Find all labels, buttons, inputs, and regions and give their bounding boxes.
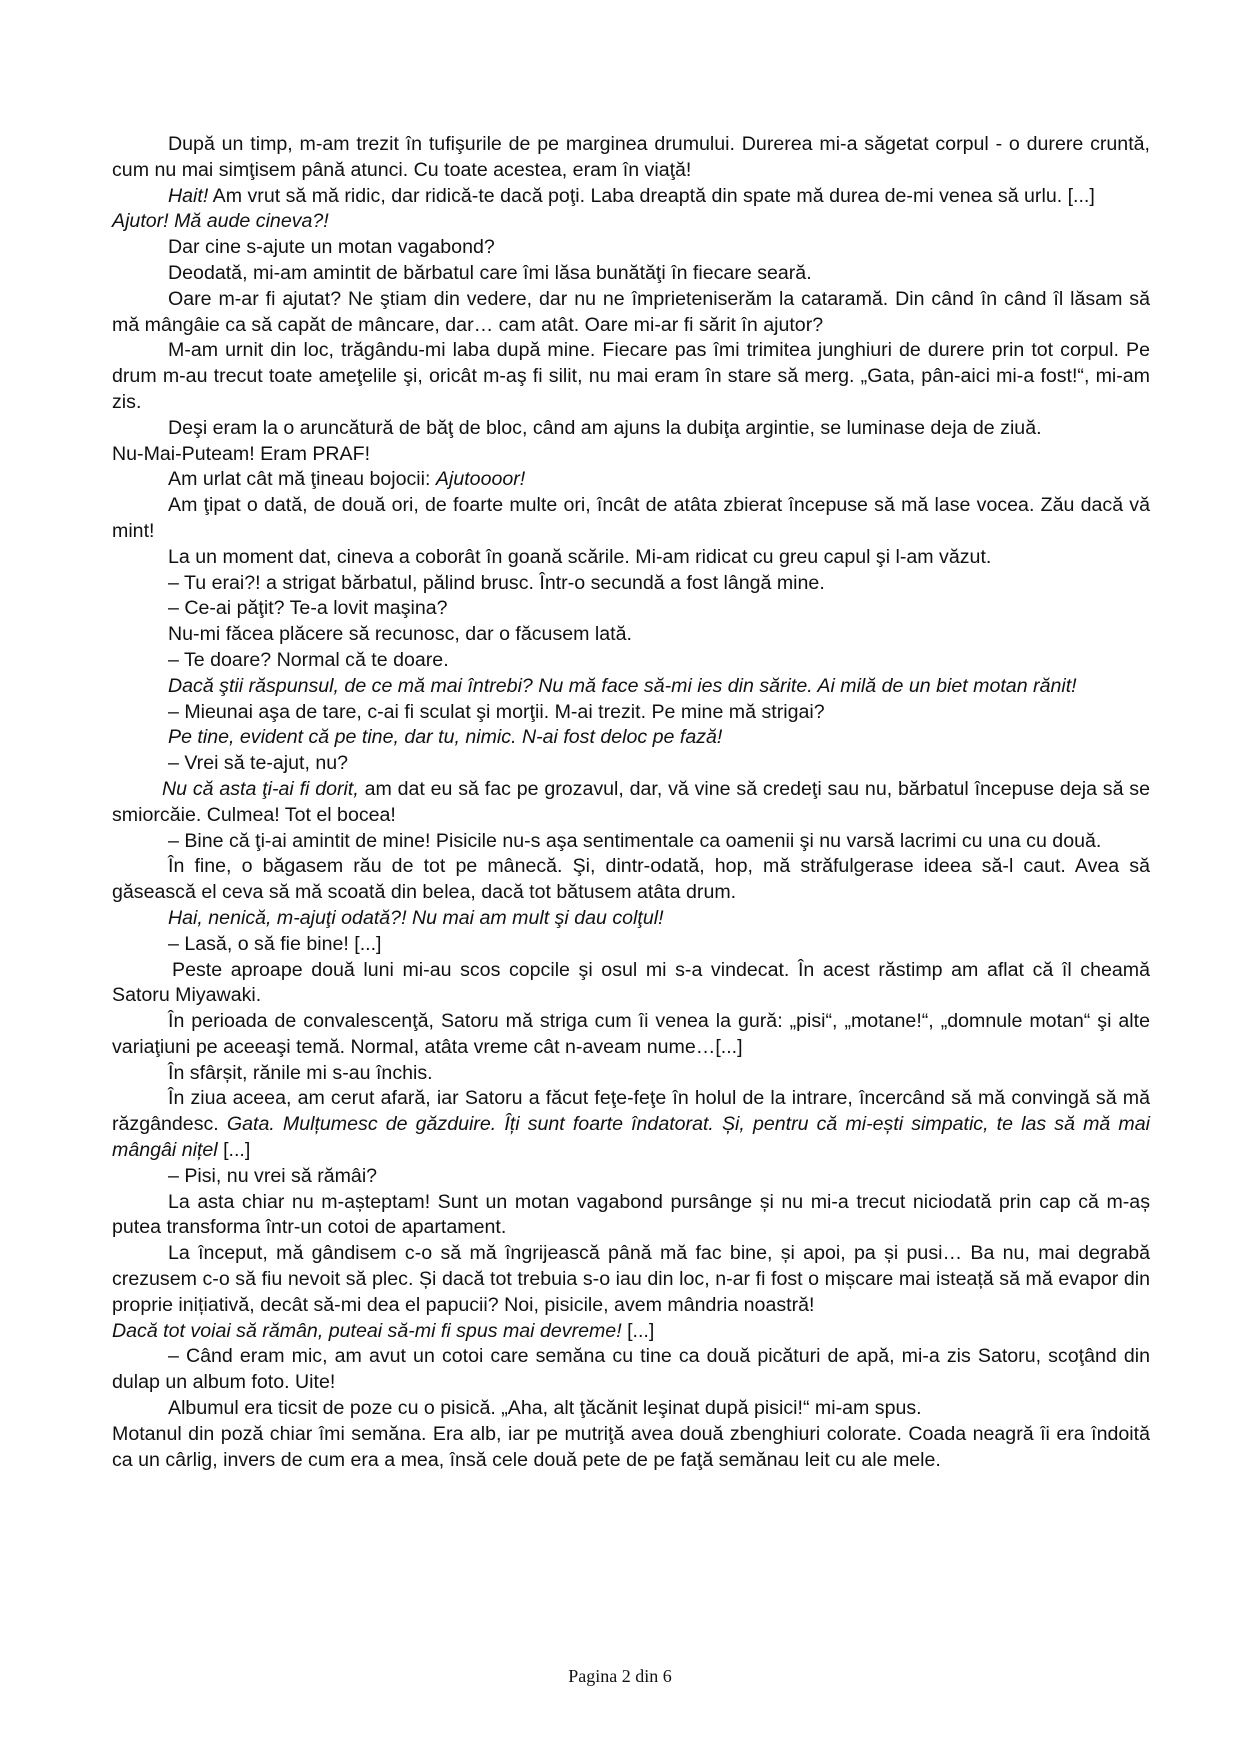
paragraph-20: – Vrei să te-ajut, nu?	[168, 752, 349, 775]
paragraph-22: – Bine că ţi-ai amintit de mine! Pisicile nu-s aşa sentimentale ca oamenii şi nu varsă lacrimi cu una cu două.	[168, 829, 1102, 852]
paragraph-8: Deşi eram la o aruncătură de băţ de bloc, când am ajuns la dubiţa argintie, se luminase deja de ziuă.	[168, 416, 1042, 439]
document-body	[112, 132, 1150, 1473]
paragraph-32: La început, mă gândisem c-o să mă îngrijească până mă fac bine, și apoi, pa și pusi… Ba nu, mai degrabă crezusem c-o să fiu nevoit să plec. Și dacă tot trebuia s-o iau din loc, n-ar fi fost o mișcare mai isteață să mă evapor din proprie inițiativă, decât să-mi dea el papucii? Noi, pisicile, avem mândria noastră!	[112, 1242, 1150, 1316]
paragraph-3: Ajutor! Mă aude cineva?!	[112, 210, 329, 233]
paragraph-7: M-am urnit din loc, trăgându-mi laba după mine. Fiecare pas îmi trimitea junghiuri de durere prin tot corpul. Pe drum m-au trecut toate ameţelile şi, oricât m-aş fi silit, nu mai eram în stare să merg. „Gata, pân-aici mi-a fost!“, mi-am zis.	[112, 339, 1150, 413]
paragraph-27: În perioada de convalescenţă, Satoru mă striga cum îi venea la gură: „pisi“, „motane!“, „domnule motan“ şi alte variaţiuni pe aceeaşi temă. Normal, atâta vreme cât n-aveam nume…[...]	[112, 1010, 1150, 1058]
paragraph-24: Hai, nenică, m-ajuţi odată?! Nu mai am mult şi dau colţul!	[168, 906, 664, 929]
paragraph-17: Dacă ştii răspunsul, de ce mă mai întrebi? Nu mă face să-mi ies din sărite. Ai milă de un biet motan rănit!	[168, 674, 1077, 697]
paragraph-16: – Te doare? Normal că te doare.	[168, 648, 449, 671]
paragraph-30: – Pisi, nu vrei să rămâi?	[168, 1164, 378, 1187]
paragraph-36: Motanul din poză chiar îmi semăna. Era alb, iar pe mutriţă avea două zbenghiuri colorate. Coada neagră îi era îndoită ca un cârlig, invers de cum era a mea, însă cele două pete de pe faţă semănau leit cu ale mele.	[112, 1422, 1150, 1471]
paragraph-21: Nu că asta ţi-ai fi dorit, am dat eu să fac pe grozavul, dar, vă vine să credeţi sau nu, bărbatul începuse deja să se smiorcăie. Culmea! Tot el bocea!	[112, 777, 1150, 826]
paragraph-11: Am ţipat o dată, de două ori, de foarte multe ori, încât de atâta zbierat începuse să mă lase vocea. Zău dacă vă mint!	[112, 494, 1150, 542]
paragraph-5: Deodată, mi-am amintit de bărbatul care îmi lăsa bunătăţi în fiecare seară.	[168, 261, 812, 284]
paragraph-4: Dar cine s-ajute un motan vagabond?	[168, 236, 495, 259]
paragraph-14: – Ce-ai păţit? Te-a lovit maşina?	[168, 597, 448, 620]
paragraph-35: Albumul era ticsit de poze cu o pisică. „Aha, alt ţăcănit leşinat după pisici!“ mi-am spus.	[168, 1397, 922, 1420]
paragraph-15: Nu-mi făcea plăcere să recunosc, dar o făcusem lată.	[168, 623, 632, 646]
paragraph-12: La un moment dat, cineva a coborât în goană scările. Mi-am ridicat cu greu capul şi l-am văzut.	[168, 545, 992, 568]
paragraph-34: – Când eram mic, am avut un cotoi care semăna cu tine ca două picături de apă, mi-a zis Satoru, scoţând din dulap un album foto. Uite!	[112, 1345, 1150, 1394]
paragraph-33: Dacă tot voiai să rămân, puteai să-mi fi spus mai devreme! [...]	[112, 1319, 655, 1342]
paragraph-25: – Lasă, o să fie bine! [...]	[168, 932, 382, 955]
paragraph-26: Peste aproape două luni mi-au scos copcile şi osul mi s-a vindecat. În acest răstimp am aflat că îl cheamă Satoru Miyawaki.	[112, 958, 1150, 1007]
page-number: Pagina 2 din 6	[568, 1666, 672, 1686]
paragraph-29: În ziua aceea, am cerut afară, iar Satoru a făcut feţe-feţe în holul de la intrare, încercând să mă convingă să mă răzgândesc. Gata. Mulțumesc de găzduire. Îți sunt foarte îndatorat. Și, pentru că mi-ești simpatic, te las să mă mai mângâi nițel [...]	[112, 1087, 1150, 1162]
paragraph-23: În fine, o băgasem rău de tot pe mânecă. Şi, dintr-odată, hop, mă străfulgerase ideea să-l caut. Avea să găsească el ceva să mă scoată din belea, dacă tot bătusem atâta drum.	[112, 855, 1150, 904]
paragraph-13: – Tu erai?! a strigat bărbatul, pălind brusc. Într-o secundă a fost lângă mine.	[168, 571, 825, 594]
paragraph-19: Pe tine, evident că pe tine, dar tu, nimic. N-ai fost deloc pe fază!	[168, 726, 723, 749]
paragraph-10: Am urlat cât mă ţineau bojocii: Ajutoooor!	[168, 468, 526, 491]
paragraph-31: La asta chiar nu m-așteptam! Sunt un motan vagabond pursânge și nu mi-a trecut niciodată prin cap că m-aș putea transforma într-un cotoi de apartament.	[112, 1190, 1150, 1239]
paragraph-6: Oare m-ar fi ajutat? Ne ştiam din vedere, dar nu ne împrieteniserăm la cataramă. Din când în când îl lăsam să mă mângâie ca să capăt de mâncare, dar… cam atât. Oare mi-ar fi sărit în ajutor?	[112, 287, 1150, 336]
paragraph-18: – Mieunai aşa de tare, c-ai fi sculat şi morţii. M-ai trezit. Pe mine mă strigai?	[168, 700, 825, 723]
paragraph-2: Hait! Am vrut să mă ridic, dar ridică-te dacă poţi. Laba dreaptă din spate mă durea de-mi venea să urlu. [...]	[168, 184, 1095, 207]
paragraph-28: În sfârșit, rănile mi s-au închis.	[168, 1061, 433, 1084]
paragraph-1: După un timp, m-am trezit în tufişurile de pe marginea drumului. Durerea mi-a săgetat corpul - o durere cruntă, cum nu mai simţisem până atunci. Cu toate acestea, eram în viaţă!	[112, 133, 1150, 181]
paragraph-9: Nu-Mai-Puteam! Eram PRAF!	[112, 442, 371, 465]
